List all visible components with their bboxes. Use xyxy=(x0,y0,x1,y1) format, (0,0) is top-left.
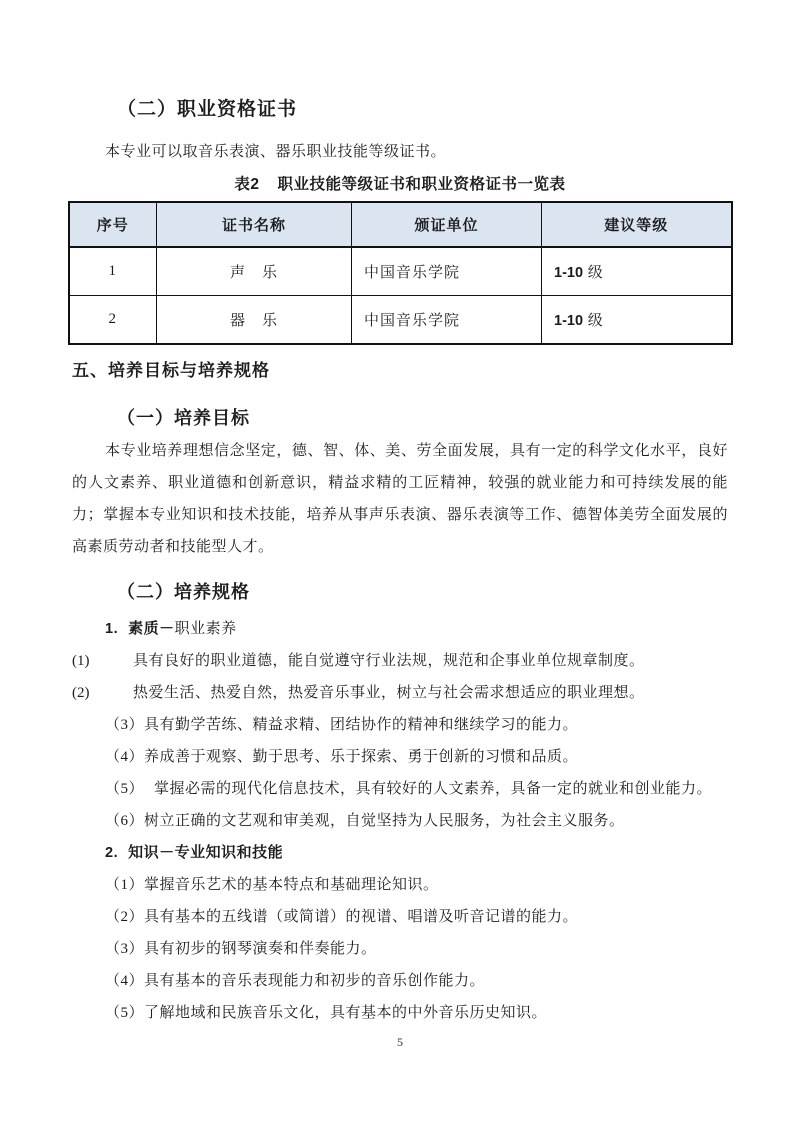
list-item xyxy=(72,997,728,1029)
list-item xyxy=(72,773,728,805)
col-header-grade: 建议等级 xyxy=(542,202,732,247)
list-item xyxy=(72,741,728,773)
item-text: 掌握必需的现代化信息技术，具有较好的人文素养，具备一定的就业和创业能力。 xyxy=(154,781,713,797)
item-text: 热爱生活、热爱自然，热爱音乐事业，树立与社会需求想适应的职业理想。 xyxy=(133,685,645,701)
list-item xyxy=(72,965,728,997)
list-item xyxy=(72,933,728,965)
col-header-issuer: 颁证单位 xyxy=(352,202,542,247)
page-number: 5 xyxy=(397,1035,403,1049)
item-text: 树立正确的文艺观和审美观，自觉坚持为人民服务，为社会主义服务。 xyxy=(144,813,625,829)
cell-issuer: 中国音乐学院 xyxy=(352,247,542,296)
grade-unit: 级 xyxy=(587,265,604,281)
list-item xyxy=(72,805,728,837)
cell-no: 1 xyxy=(69,247,157,296)
intro-paragraph: 本专业可以取音乐表演、器乐职业技能等级证书。 xyxy=(105,144,447,160)
grade-unit: 级 xyxy=(587,313,604,329)
item-number: （3） xyxy=(105,941,145,957)
item-number: （5） xyxy=(105,781,145,797)
cell-no: 2 xyxy=(69,296,157,345)
knowledge-title xyxy=(72,837,728,869)
heading-qualification-certificate: （二）职业资格证书 xyxy=(117,99,298,120)
item-text: 具有勤学苦练、精益求精、团结协作的精神和继续学习的能力。 xyxy=(144,717,579,733)
quality-title xyxy=(72,613,728,645)
quality-title-bold: 素质－ xyxy=(128,621,175,637)
table-row xyxy=(69,296,732,345)
item-number: （5） xyxy=(105,1005,145,1021)
cell-issuer: 中国音乐学院 xyxy=(352,296,542,345)
list-item xyxy=(72,677,728,709)
grade-range: 1-10 xyxy=(554,265,584,281)
table-row xyxy=(69,247,732,296)
list-item xyxy=(72,901,728,933)
training-goal-paragraph: 本专业培养理想信念坚定，德、智、体、美、劳全面发展，具有一定的科学文化水平，良好的人文素养、职业道德和创新意识，精益求精的工匠精神，较强的就业能力和可持续发展的能力；掌握本专业知识和技术技能，培养从事声乐表演、器乐表演等工作、德智体美劳全面发展的高素质劳动者和技能型人才。 xyxy=(72,443,728,555)
item-number: （3） xyxy=(105,717,145,733)
quality-title-rest: 职业素养 xyxy=(174,621,237,637)
list-item xyxy=(72,645,728,677)
cell-cert-name: 器 乐 xyxy=(157,296,352,345)
item-text: 具有基本的音乐表现能力和初步的音乐创作能力。 xyxy=(144,973,486,989)
list-item xyxy=(72,869,728,901)
grade-range: 1-10 xyxy=(554,313,584,329)
knowledge-title-text: 知识－专业知识和技能 xyxy=(128,845,284,861)
col-header-no: 序号 xyxy=(69,202,157,247)
heading-training-goal: （一）培养目标 xyxy=(117,408,250,428)
item-number: （4） xyxy=(105,749,145,765)
cell-grade xyxy=(542,296,732,345)
knowledge-title-number: 2. xyxy=(105,845,119,861)
col-header-cert-name: 证书名称 xyxy=(157,202,352,247)
item-text: 具有基本的五线谱（或简谱）的视谱、唱谱及听音记谱的能力。 xyxy=(144,909,579,925)
item-number: （4） xyxy=(105,973,145,989)
item-number: (2) xyxy=(72,685,90,701)
item-number: （2） xyxy=(105,909,145,925)
item-text: 掌握音乐艺术的基本特点和基础理论知识。 xyxy=(144,877,439,893)
table-caption-label: 表2 xyxy=(234,176,260,193)
certificate-table xyxy=(68,201,733,345)
heading-section-five: 五、培养目标与培养规格 xyxy=(72,361,270,380)
quality-title-number: 1. xyxy=(105,621,119,637)
item-number: （6） xyxy=(105,813,145,829)
cell-grade xyxy=(542,247,732,296)
item-number: （1） xyxy=(105,877,145,893)
item-text: 具有初步的钢琴演奏和伴奏能力。 xyxy=(144,941,377,957)
item-text: 了解地域和民族音乐文化，具有基本的中外音乐历史知识。 xyxy=(144,1005,548,1021)
item-text: 具有良好的职业道德，能自觉遵守行业法规，规范和企事业单位规章制度。 xyxy=(133,653,645,669)
item-text: 养成善于观察、勤于思考、乐于探索、勇于创新的习惯和品质。 xyxy=(144,749,579,765)
table-caption-title: 职业技能等级证书和职业资格证书一览表 xyxy=(277,176,566,193)
heading-training-spec: （二）培养规格 xyxy=(117,582,250,602)
training-spec-list xyxy=(72,613,728,1029)
table-caption xyxy=(0,171,800,199)
cell-cert-name: 声 乐 xyxy=(157,247,352,296)
item-number: (1) xyxy=(72,653,90,669)
table-header-row xyxy=(69,202,732,247)
list-item xyxy=(72,709,728,741)
